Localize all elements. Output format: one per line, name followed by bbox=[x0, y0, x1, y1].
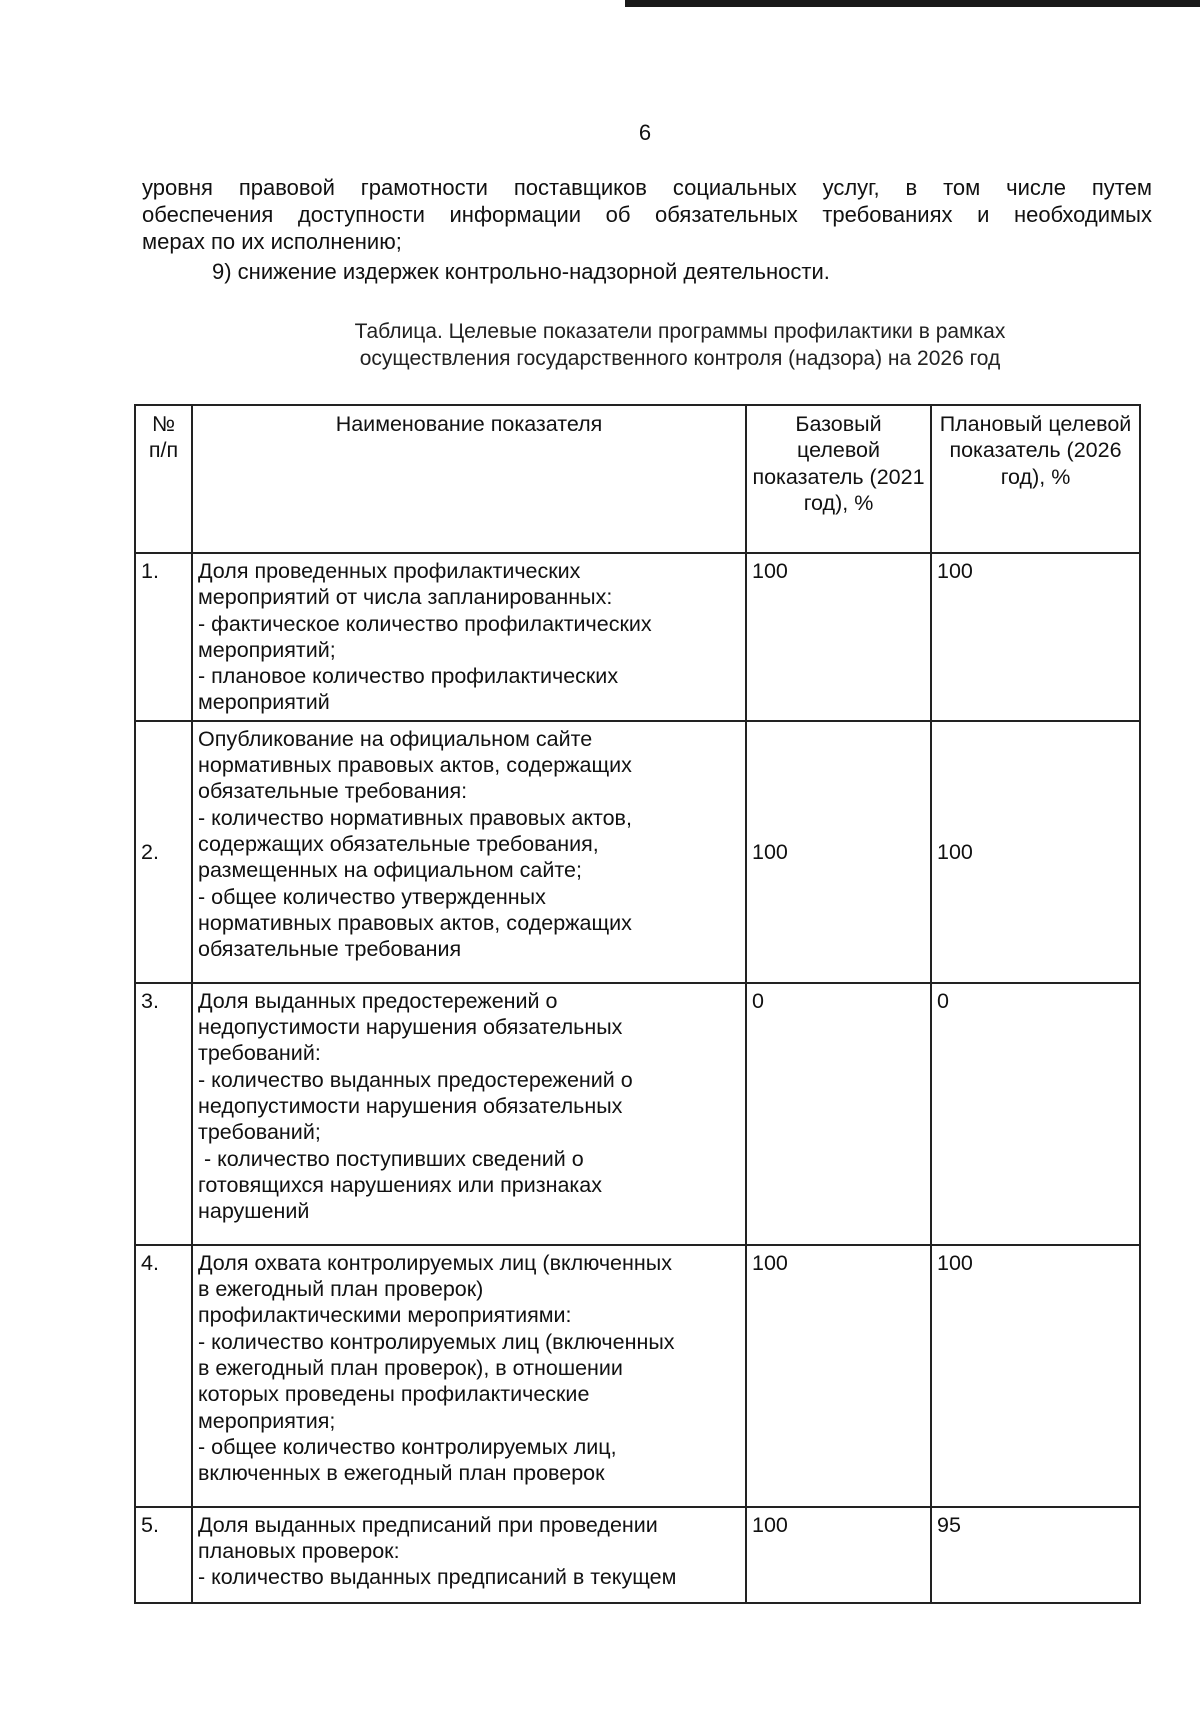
row-number: 1. bbox=[135, 553, 192, 721]
indicator-name bbox=[192, 983, 746, 1245]
caption-line: осуществления государственного контроля (надзора) на 2026 год bbox=[359, 347, 1001, 370]
table-row bbox=[135, 553, 1140, 721]
indicator-line: в ежегодный план проверок), в отношении bbox=[198, 1355, 623, 1380]
indicator-line: которых проведены профилактические bbox=[198, 1382, 590, 1407]
indicator-line: - общее количество утвержденных bbox=[198, 884, 546, 909]
table-header-row bbox=[135, 405, 1140, 553]
row-number: 5. bbox=[135, 1507, 192, 1603]
indicator-line: - плановое количество профилактических bbox=[198, 664, 619, 689]
plan-value: 100 bbox=[931, 1245, 1140, 1507]
indicator-line: мероприятия; bbox=[198, 1408, 336, 1433]
base-value: 100 bbox=[746, 553, 931, 721]
indicator-line: Доля выданных предписаний при проведении bbox=[198, 1512, 658, 1537]
indicator-line: мероприятий bbox=[198, 690, 330, 715]
indicator-line: профилактическими мероприятиями: bbox=[198, 1303, 572, 1328]
base-value: 100 bbox=[746, 1245, 931, 1507]
header-name: Наименование показателя bbox=[192, 405, 746, 553]
indicator-line: Доля выданных предостережений о bbox=[198, 988, 558, 1013]
indicator-line: - количество поступивших сведений о bbox=[198, 1146, 584, 1171]
indicator-name bbox=[192, 1245, 746, 1507]
table-row bbox=[135, 983, 1140, 1245]
indicator-name bbox=[192, 721, 746, 983]
indicator-line: обязательные требования: bbox=[198, 779, 468, 804]
indicator-line: плановых проверок: bbox=[198, 1539, 400, 1564]
indicator-line: содержащих обязательные требования, bbox=[198, 831, 599, 856]
indicator-line: требований: bbox=[198, 1041, 321, 1066]
indicator-line: нормативных правовых актов, содержащих bbox=[198, 753, 632, 778]
intro-list-item-9: 9) снижение издержек контрольно-надзорной деятельности. bbox=[212, 259, 830, 284]
table-row bbox=[135, 1245, 1140, 1507]
base-value: 100 bbox=[746, 721, 931, 983]
indicator-line: недопустимости нарушения обязательных bbox=[198, 1015, 623, 1040]
row-number: 3. bbox=[135, 983, 192, 1245]
indicator-line: требований; bbox=[198, 1120, 321, 1145]
indicator-line: Доля проведенных профилактических bbox=[198, 559, 581, 583]
intro-line: мерах по их исполнению; bbox=[142, 229, 402, 254]
indicator-line: - общее количество контролируемых лиц, bbox=[198, 1434, 617, 1459]
scan-edge-bar bbox=[625, 0, 1200, 7]
indicator-line: Доля охвата контролируемых лиц (включенных bbox=[198, 1250, 672, 1275]
table-row bbox=[135, 1507, 1140, 1603]
page-number: 6 bbox=[638, 120, 652, 145]
indicator-line: Опубликование на официальном сайте bbox=[198, 726, 593, 751]
intro-line: обеспечения доступности информации об обязательных требованиях и необходимых bbox=[142, 202, 1152, 227]
table-row bbox=[135, 721, 1140, 983]
indicator-line: недопустимости нарушения обязательных bbox=[198, 1093, 623, 1118]
indicator-line: нормативных правовых актов, содержащих bbox=[198, 910, 632, 935]
indicator-line: - фактическое количество профилактических bbox=[198, 611, 652, 636]
indicators-table bbox=[134, 404, 1141, 1604]
plan-value: 100 bbox=[931, 721, 1140, 983]
header-plan: Плановый целевой показатель (2026 год), % bbox=[931, 405, 1140, 553]
caption-line: Таблица. Целевые показатели программы профилактики в рамках bbox=[354, 320, 1006, 343]
indicator-line: размещенных на официальном сайте; bbox=[198, 858, 582, 883]
indicator-line: мероприятий от числа запланированных: bbox=[198, 585, 613, 610]
indicator-line: обязательные требования bbox=[198, 937, 462, 962]
plan-value: 95 bbox=[931, 1507, 1140, 1603]
row-number: 4. bbox=[135, 1245, 192, 1507]
indicator-name bbox=[192, 553, 746, 721]
indicator-line: - количество нормативных правовых актов, bbox=[198, 805, 632, 830]
indicator-line: готовящихся нарушениях или признаках bbox=[198, 1172, 602, 1197]
indicator-line: - количество выданных предписаний в текущем bbox=[198, 1565, 677, 1590]
indicator-line: нарушений bbox=[198, 1199, 310, 1224]
indicator-name bbox=[192, 1507, 746, 1603]
plan-value: 100 bbox=[931, 553, 1140, 721]
intro-line: уровня правовой грамотности поставщиков социальных услуг, в том числе путем bbox=[142, 175, 1152, 200]
base-value: 100 bbox=[746, 1507, 931, 1603]
table-caption bbox=[180, 318, 1180, 372]
intro-paragraph bbox=[142, 174, 1152, 285]
indicator-line: включенных в ежегодный план проверок bbox=[198, 1461, 605, 1486]
header-base: Базовый целевой показатель (2021 год), % bbox=[746, 405, 931, 553]
indicator-line: в ежегодный план проверок) bbox=[198, 1277, 484, 1302]
row-number: 2. bbox=[135, 721, 192, 983]
base-value: 0 bbox=[746, 983, 931, 1245]
indicator-line: мероприятий; bbox=[198, 637, 336, 662]
indicator-line: - количество выданных предостережений о bbox=[198, 1067, 633, 1092]
plan-value: 0 bbox=[931, 983, 1140, 1245]
header-num: № п/п bbox=[135, 405, 192, 553]
indicator-line: - количество контролируемых лиц (включенных bbox=[198, 1329, 675, 1354]
